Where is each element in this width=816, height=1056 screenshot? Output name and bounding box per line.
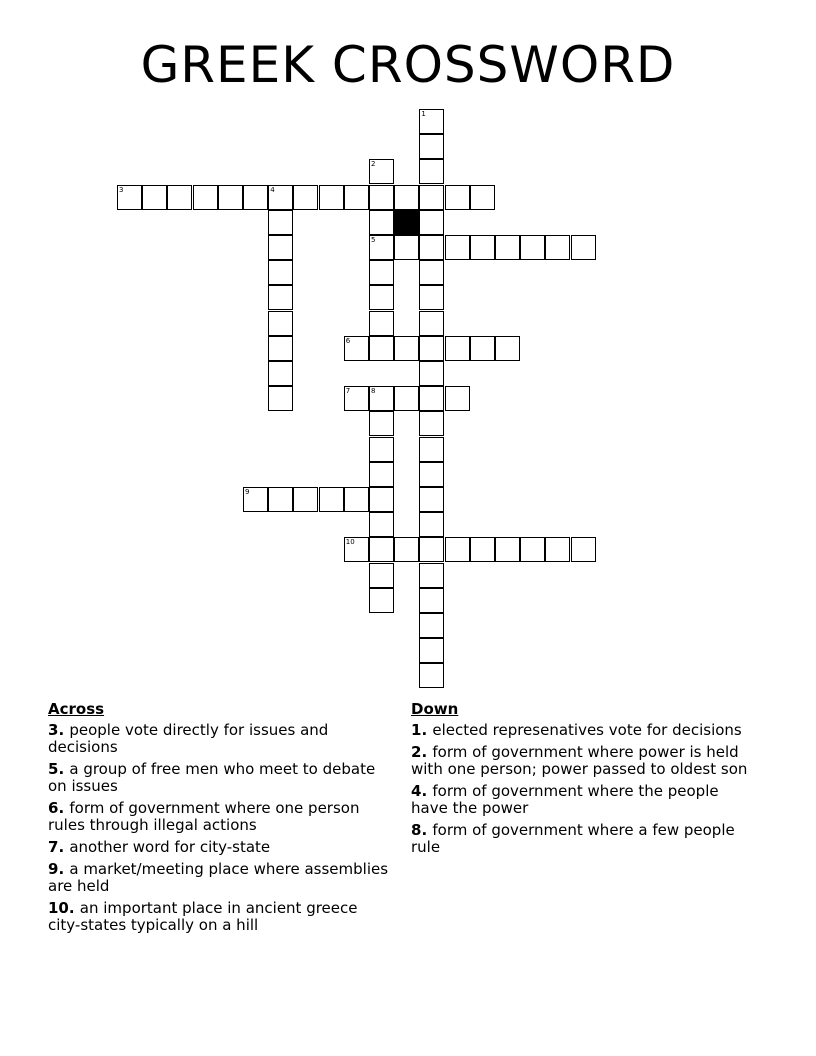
grid-cell[interactable]: [344, 386, 369, 411]
cell-number: 3: [119, 185, 124, 194]
clue-number: 8: [411, 821, 422, 839]
grid-cell[interactable]: [369, 437, 394, 462]
grid-cell[interactable]: [293, 487, 318, 512]
grid-cell[interactable]: [394, 336, 419, 361]
down-clue-4: 4. form of government where the people have the power: [411, 782, 719, 817]
grid-cell[interactable]: [419, 210, 444, 235]
clue-text: an important place in ancient greece city-states typically on a hill: [48, 899, 358, 934]
grid-cell[interactable]: [419, 512, 444, 537]
clue-text: another word for city-state: [69, 838, 271, 856]
grid-cell[interactable]: [369, 260, 394, 285]
grid-cell[interactable]: [545, 235, 570, 260]
clue-text: a market/meeting place where assemblies are held: [48, 860, 389, 895]
grid-cell[interactable]: [268, 311, 293, 336]
grid-cell[interactable]: [268, 487, 293, 512]
grid-cell[interactable]: [369, 159, 394, 184]
clue-text: people vote directly for issues and decisions: [48, 721, 329, 756]
grid-cell[interactable]: [394, 537, 419, 562]
cell-number: 8: [371, 387, 376, 396]
grid-cell[interactable]: [394, 185, 419, 210]
down-clues: [411, 700, 756, 861]
grid-cell[interactable]: [520, 235, 545, 260]
grid-cell[interactable]: [369, 285, 394, 310]
grid-cell[interactable]: [369, 537, 394, 562]
grid-cell[interactable]: [369, 311, 394, 336]
grid-cell[interactable]: [419, 159, 444, 184]
grid-cell[interactable]: [369, 411, 394, 436]
grid-cell[interactable]: [243, 487, 268, 512]
clue-number: 6: [48, 799, 59, 817]
grid-cell[interactable]: [419, 386, 444, 411]
grid-cell[interactable]: [419, 411, 444, 436]
across-clue-list: [48, 722, 393, 934]
grid-cell[interactable]: [218, 185, 243, 210]
grid-cell[interactable]: [445, 336, 470, 361]
grid-cell[interactable]: [419, 437, 444, 462]
grid-cell[interactable]: [268, 386, 293, 411]
grid-cell[interactable]: [268, 361, 293, 386]
grid-cell[interactable]: [319, 487, 344, 512]
down-clue-8: 8. form of government where a few people rule: [411, 821, 735, 856]
grid-cell[interactable]: [344, 537, 369, 562]
clue-text: a group of free men who meet to debate on issues: [48, 760, 376, 795]
across-clue-3: 3. people vote directly for issues and decisions: [48, 721, 329, 756]
grid-cell[interactable]: [419, 235, 444, 260]
grid-cell[interactable]: [268, 285, 293, 310]
down-clue-1: 1. elected represenatives vote for decisions: [411, 721, 742, 739]
down-clue-2: 2. form of government where power is held with one person; power passed to oldest son: [411, 743, 748, 778]
black-cell: [394, 210, 419, 235]
clue-number: 2: [411, 743, 422, 761]
grid-cell[interactable]: [419, 134, 444, 159]
across-clue-7: 7. another word for city-state: [48, 838, 271, 856]
grid-cell[interactable]: [419, 285, 444, 310]
grid-cell[interactable]: [369, 462, 394, 487]
grid-cell[interactable]: [167, 185, 192, 210]
across-heading: Across: [48, 700, 105, 718]
grid-cell[interactable]: [419, 462, 444, 487]
grid-cell[interactable]: [268, 260, 293, 285]
grid-cell[interactable]: [419, 638, 444, 663]
grid-cell[interactable]: [369, 386, 394, 411]
grid-cell[interactable]: [268, 235, 293, 260]
clue-number: 9: [48, 860, 59, 878]
grid-cell[interactable]: [419, 537, 444, 562]
grid-cell[interactable]: [520, 537, 545, 562]
clue-text: form of government where one person rules through illegal actions: [48, 799, 360, 834]
cell-number: 10: [345, 538, 355, 547]
grid-cell[interactable]: [571, 537, 596, 562]
grid-cell[interactable]: [293, 185, 318, 210]
across-clues: [48, 700, 393, 939]
clue-number: 1: [411, 721, 422, 739]
grid-cell[interactable]: [268, 336, 293, 361]
grid-cell[interactable]: [117, 185, 142, 210]
grid-cell[interactable]: [369, 512, 394, 537]
grid-cell[interactable]: [419, 260, 444, 285]
across-clue-6: 6. form of government where one person rules through illegal actions: [48, 799, 360, 834]
grid-cell[interactable]: [369, 235, 394, 260]
cell-number: 5: [371, 236, 376, 244]
grid-cell[interactable]: [243, 185, 268, 210]
grid-cell[interactable]: [419, 663, 444, 688]
clue-number: 3: [48, 721, 59, 739]
cell-number: 6: [345, 336, 351, 345]
down-heading: Down: [411, 700, 459, 718]
grid-cell[interactable]: [419, 336, 444, 361]
clue-number: 7: [48, 838, 59, 856]
grid-cell[interactable]: [369, 588, 394, 613]
grid-cell[interactable]: [495, 537, 520, 562]
clue-text: form of government where the people have the power: [411, 782, 719, 817]
grid-cell[interactable]: [495, 336, 520, 361]
grid-cell[interactable]: [193, 185, 218, 210]
across-clue-9: 9. a market/meeting place where assemblies are held: [48, 860, 389, 895]
grid-cell[interactable]: [419, 109, 444, 134]
grid-cell[interactable]: [470, 336, 495, 361]
grid-cell[interactable]: [369, 185, 394, 210]
page-title: GREEK CROSSWORD: [140, 36, 676, 94]
grid-cell[interactable]: [495, 235, 520, 260]
grid-cell[interactable]: [470, 235, 495, 260]
across-clue-10: 10. an important place in ancient greece city-states typically on a hill: [48, 899, 358, 934]
cell-number: 7: [345, 387, 351, 396]
cell-number: 1: [421, 110, 426, 118]
clue-text: elected represenatives vote for decisions: [432, 721, 742, 739]
grid-cell[interactable]: [394, 386, 419, 411]
grid-cell[interactable]: [419, 613, 444, 638]
grid-cell[interactable]: [470, 537, 495, 562]
grid-cell[interactable]: [419, 185, 444, 210]
grid-cell[interactable]: [344, 185, 369, 210]
grid-cell[interactable]: [394, 235, 419, 260]
grid-cell[interactable]: [369, 210, 394, 235]
grid-cell[interactable]: [419, 487, 444, 512]
grid-cell[interactable]: [268, 210, 293, 235]
grid-cell[interactable]: [268, 185, 293, 210]
grid-cell[interactable]: [419, 563, 444, 588]
clue-number: 10: [48, 899, 69, 917]
grid-cell[interactable]: [545, 537, 570, 562]
grid-cell[interactable]: [142, 185, 167, 210]
grid-cell[interactable]: [571, 235, 596, 260]
grid-cell[interactable]: [344, 336, 369, 361]
grid-cell[interactable]: [344, 487, 369, 512]
grid-cell[interactable]: [445, 235, 470, 260]
clue-number: 4: [411, 782, 422, 800]
cell-number: 4: [270, 185, 275, 194]
clue-text: form of government where a few people rule: [411, 821, 735, 856]
grid-cell[interactable]: [445, 537, 470, 562]
grid-cell[interactable]: [419, 588, 444, 613]
grid-cell[interactable]: [369, 563, 394, 588]
clue-number: 5: [48, 760, 59, 778]
grid-cell[interactable]: [369, 487, 394, 512]
grid-cell[interactable]: [470, 185, 495, 210]
across-clue-5: 5. a group of free men who meet to debate on issues: [48, 760, 376, 795]
grid-cell[interactable]: [419, 311, 444, 336]
grid-cell[interactable]: [445, 386, 470, 411]
grid-cell[interactable]: [419, 361, 444, 386]
clue-text: form of government where power is held with one person; power passed to oldest son: [411, 743, 748, 778]
grid-cell[interactable]: [445, 185, 470, 210]
down-clue-list: [411, 722, 756, 856]
cell-number: 2: [371, 160, 376, 169]
cell-number: 9: [245, 488, 250, 496]
grid-cell[interactable]: [369, 336, 394, 361]
grid-cell[interactable]: [319, 185, 344, 210]
